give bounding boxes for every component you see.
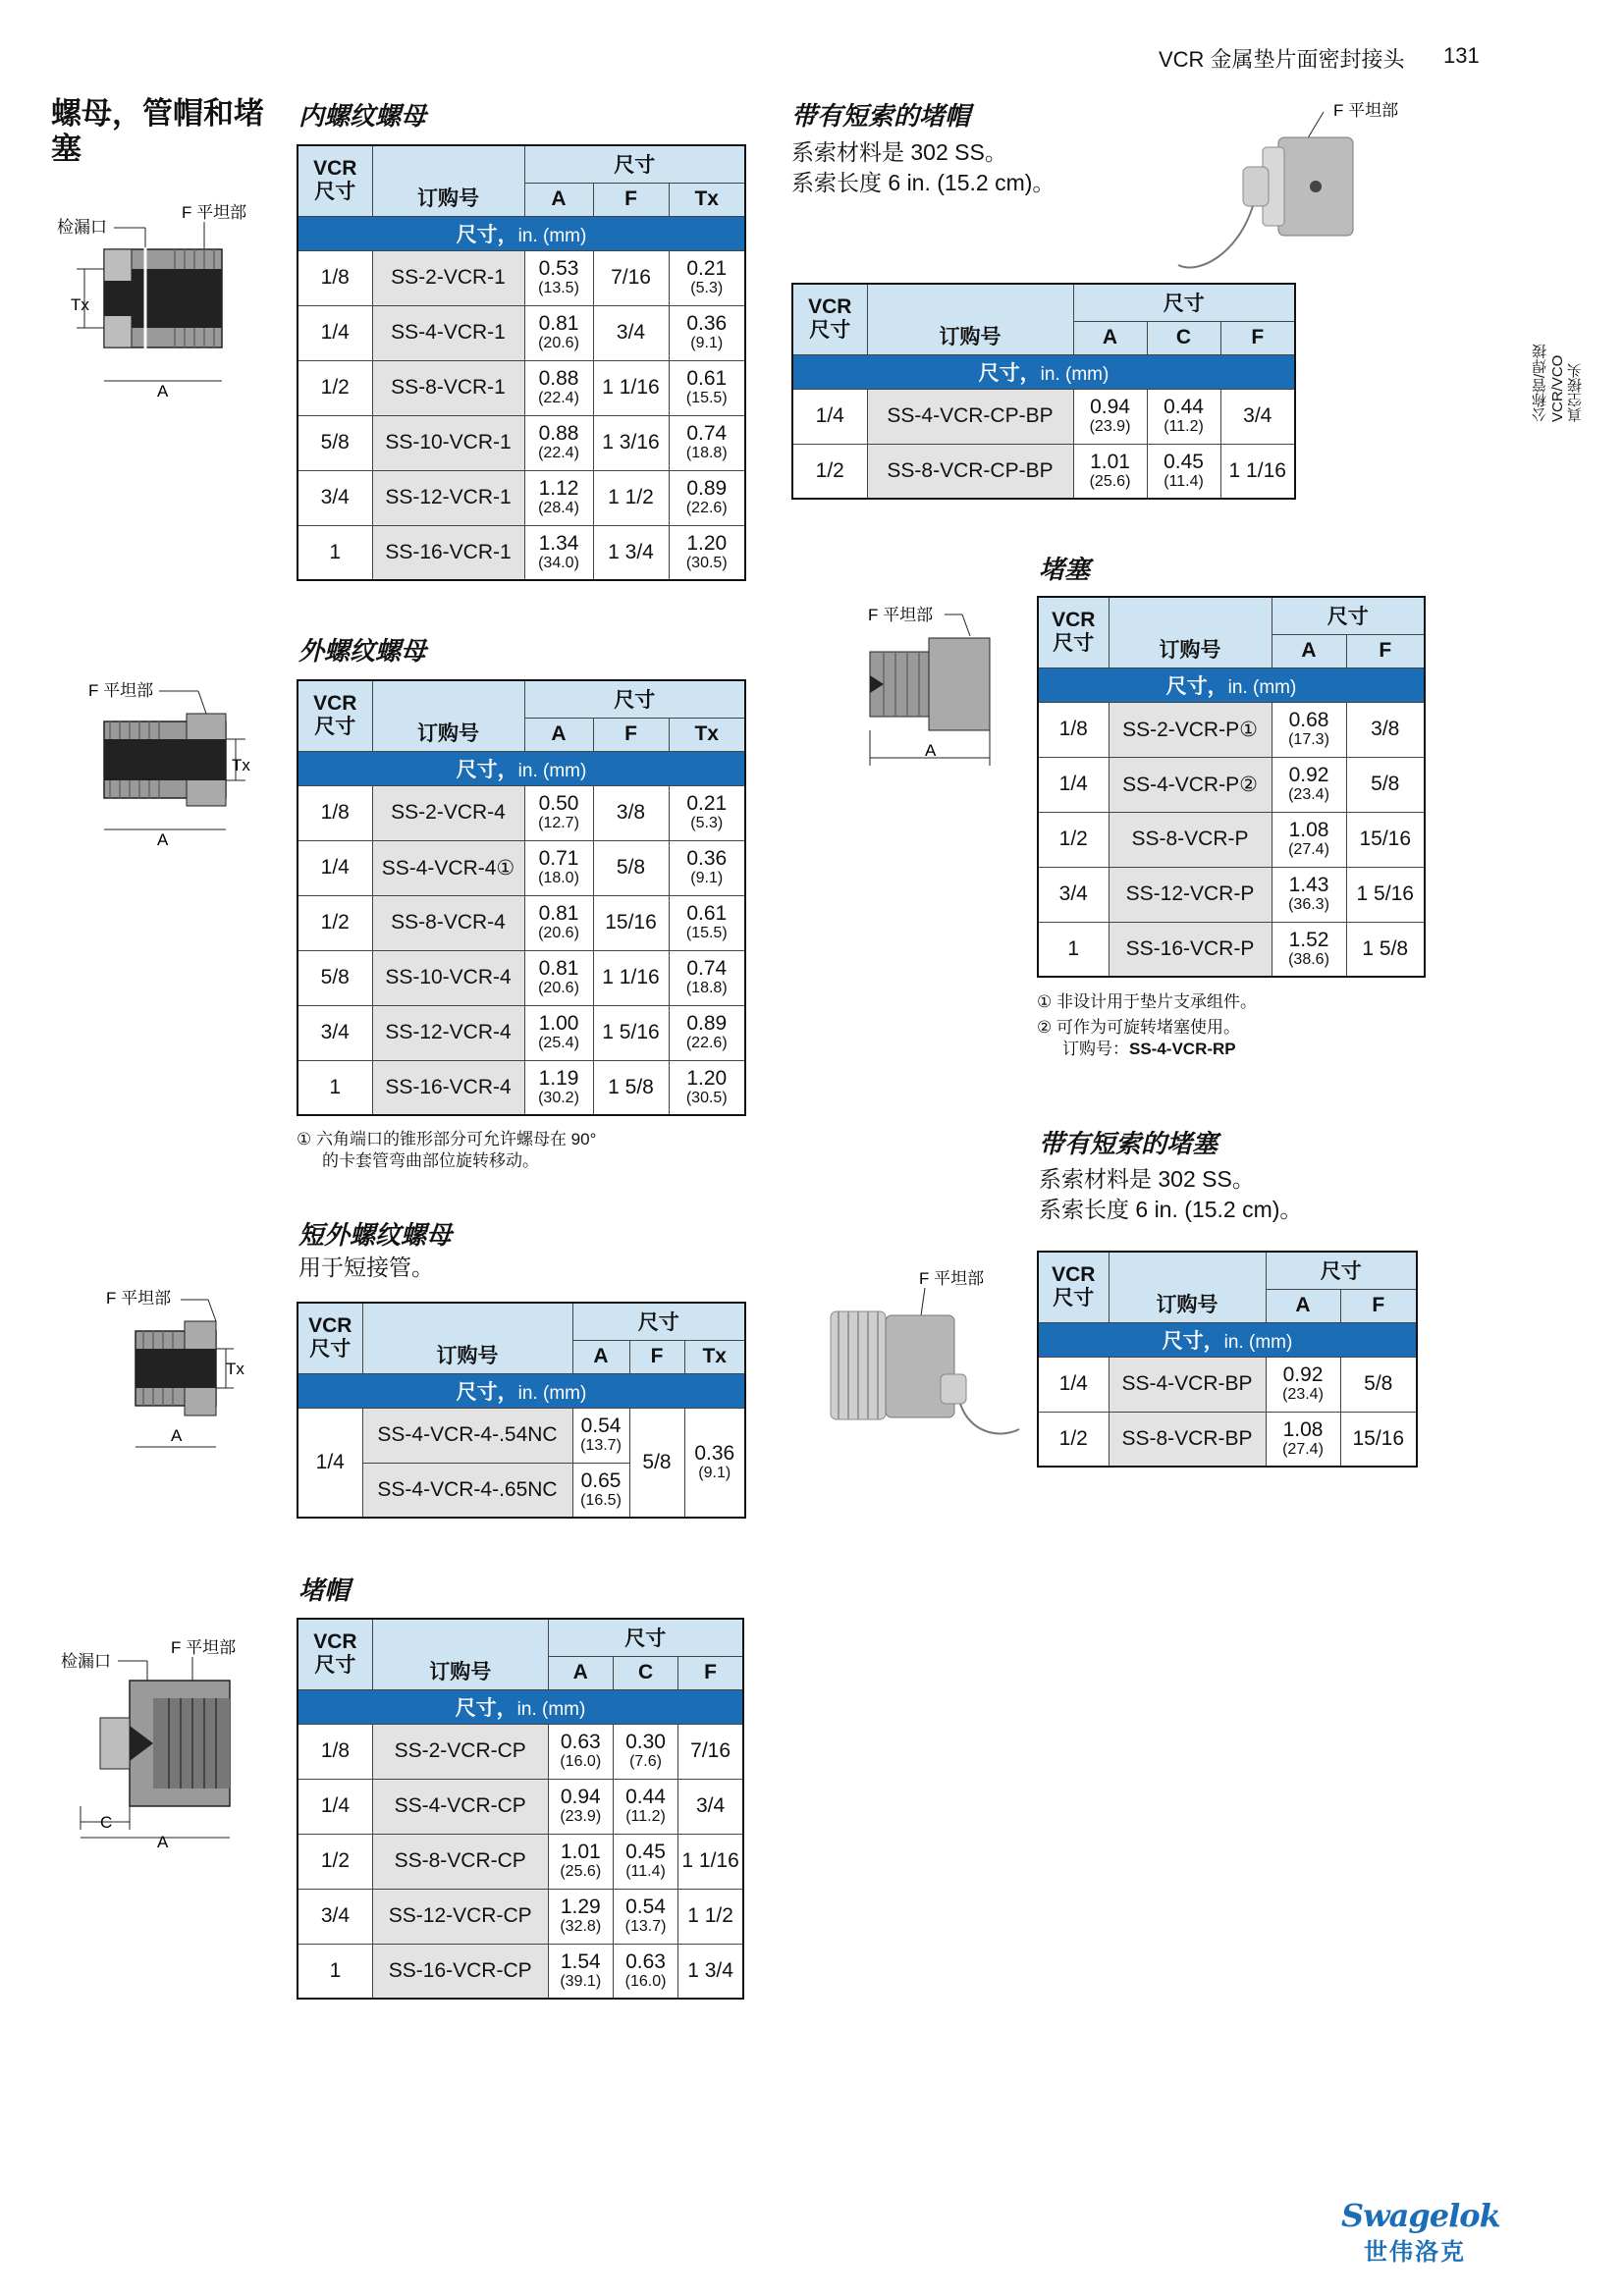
- logo-cn: 世伟洛克: [1364, 2239, 1466, 2266]
- table-row: 1/4 SS-4-VCR-1 0.81 (20.6) 3/4 0.36 (9.1): [298, 305, 745, 360]
- col-vcr-size: VCR 尺寸: [298, 1303, 362, 1373]
- table-row: 1/2 SS-8-VCR-1 0.88 (22.4) 1 1/16 0.61 (15.5): [298, 360, 745, 415]
- male-nut-note-2: 的卡套管弯曲部位旋转移动。: [322, 1151, 539, 1170]
- table-row: 3/4 SS-12-VCR-1 1.12 (28.4) 1 1/2 0.89 (22.6): [298, 470, 745, 525]
- col-order: 订购号: [1109, 597, 1272, 667]
- col-vcr-size: VCR 尺寸: [1038, 597, 1109, 667]
- plug-drawing: [856, 597, 1013, 774]
- table-row: 1/4 SS-4-VCR-CP 0.94 (23.9) 0.44 (11.2) 3/4: [298, 1779, 743, 1834]
- col-dims: 尺寸: [1272, 597, 1425, 634]
- col-f: F: [678, 1656, 743, 1689]
- unit-band: 尺寸，in. (mm): [298, 1689, 743, 1724]
- unit-band: 尺寸，in. (mm): [792, 354, 1295, 389]
- col-dims: 尺寸: [548, 1619, 743, 1656]
- svg-text:Tx: Tx: [226, 1360, 244, 1378]
- col-dims: 尺寸: [1266, 1252, 1417, 1289]
- col-f: F: [1346, 634, 1425, 667]
- svg-text:A: A: [157, 1833, 169, 1851]
- plug-note-1: ① 非设计用于垫片支承组件。: [1037, 992, 1257, 1011]
- short-male-nut-table: [297, 1302, 746, 1519]
- main-title: 螺母，管帽和堵塞: [51, 96, 264, 166]
- plug-bp-title: 带有短索的堵塞: [1039, 1129, 1218, 1158]
- plug-bp-table: [1037, 1251, 1418, 1468]
- col-a: A: [524, 718, 593, 751]
- short-male-nut-drawing: [106, 1284, 263, 1461]
- unit-band: 尺寸，in. (mm): [298, 216, 745, 250]
- plug-title: 堵塞: [1039, 555, 1091, 584]
- table-row: 1 SS-16-VCR-P 1.52 (38.6) 1 5/8: [1038, 922, 1425, 977]
- svg-text:A: A: [925, 741, 937, 760]
- table-row: 1/4 SS-4-VCR-4-.54NC 0.54 (13.7) 5/8 0.36 (9.1): [298, 1408, 745, 1463]
- svg-text:F 平坦部: F 平坦部: [1333, 101, 1399, 120]
- plug-table: [1037, 596, 1426, 978]
- col-a: A: [548, 1656, 613, 1689]
- table-row: 1/2 SS-8-VCR-BP 1.08 (27.4) 15/16: [1038, 1412, 1417, 1467]
- table-row: 5/8 SS-10-VCR-1 0.88 (22.4) 1 3/16 0.74 (18.8): [298, 415, 745, 470]
- col-order: 订购号: [362, 1303, 572, 1373]
- svg-text:F 平坦部: F 平坦部: [106, 1289, 172, 1308]
- col-a: A: [572, 1340, 629, 1373]
- cap-table: [297, 1618, 744, 2000]
- page-number: 131: [1443, 43, 1480, 68]
- male-nut-drawing: [88, 682, 265, 849]
- table-row: 3/4 SS-12-VCR-P 1.43 (36.3) 1 5/16: [1038, 867, 1425, 922]
- svg-text:Tx: Tx: [71, 295, 89, 314]
- table-row: 1/8 SS-2-VCR-P① 0.68 (17.3) 3/8: [1038, 702, 1425, 757]
- col-c: C: [1147, 321, 1220, 354]
- table-row: 1/2 SS-8-VCR-CP-BP 1.01 (25.6) 0.45 (11.4) 1 1/16: [792, 444, 1295, 499]
- female-nut-drawing: [57, 203, 253, 404]
- plug-note-3: 订购号：SS-4-VCR-RP: [1062, 1040, 1236, 1058]
- table-row: 1/8 SS-2-VCR-1 0.53 (13.5) 7/16 0.21 (5.3): [298, 250, 745, 305]
- svg-text:检漏口: 检漏口: [61, 1652, 111, 1671]
- col-order: 订购号: [1109, 1252, 1266, 1322]
- col-f: F: [629, 1340, 684, 1373]
- col-a: A: [1073, 321, 1147, 354]
- logo-brand: Swagelok: [1341, 2197, 1500, 2234]
- col-a: A: [1266, 1289, 1340, 1322]
- unit-band: 尺寸，in. (mm): [298, 1373, 745, 1408]
- col-f: F: [1340, 1289, 1417, 1322]
- col-a: A: [524, 183, 593, 216]
- table-row: 1/8 SS-2-VCR-4 0.50 (12.7) 3/8 0.21 (5.3): [298, 785, 745, 840]
- table-row: 1 SS-16-VCR-4 1.19 (30.2) 1 5/8 1.20 (30.5): [298, 1060, 745, 1115]
- table-row: 1/2 SS-8-VCR-CP 1.01 (25.6) 0.45 (11.4) 1 1/16: [298, 1834, 743, 1889]
- table-row: 1 SS-16-VCR-1 1.34 (34.0) 1 3/4 1.20 (30.5): [298, 525, 745, 580]
- col-order: 订购号: [867, 284, 1073, 354]
- svg-text:F 平坦部: F 平坦部: [182, 203, 247, 222]
- svg-text:A: A: [157, 382, 169, 400]
- svg-text:F 平坦部: F 平坦部: [88, 681, 154, 700]
- col-dims: 尺寸: [524, 145, 745, 183]
- cap-drawing: [61, 1637, 247, 1853]
- svg-text:A: A: [157, 830, 169, 849]
- svg-text:Tx: Tx: [232, 756, 250, 774]
- table-row: 1/4 SS-4-VCR-4① 0.71 (18.0) 5/8 0.36 (9.1): [298, 840, 745, 895]
- cap-bp-title: 带有短索的堵帽: [791, 101, 971, 131]
- cap-with-tether-photo: [1168, 101, 1399, 275]
- table-row: 1/4 SS-4-VCR-P② 0.92 (23.4) 5/8: [1038, 757, 1425, 812]
- col-vcr-size: VCR 尺寸: [298, 1619, 372, 1689]
- col-tx: Tx: [669, 183, 745, 216]
- col-order: 订购号: [372, 680, 524, 751]
- cap-bp-desc-1: 系索材料是 302 SS。: [791, 139, 1007, 165]
- male-nut-table: [297, 679, 746, 1116]
- col-dims: 尺寸: [572, 1303, 745, 1340]
- col-dims: 尺寸: [1073, 284, 1295, 321]
- col-a: A: [1272, 634, 1346, 667]
- col-dims: 尺寸: [524, 680, 745, 718]
- col-f: F: [593, 183, 669, 216]
- svg-text:F 平坦部: F 平坦部: [868, 606, 934, 624]
- svg-text:F 平坦部: F 平坦部: [171, 1638, 237, 1657]
- col-f: F: [593, 718, 669, 751]
- male-nut-title: 外螺纹螺母: [298, 636, 427, 666]
- cap-bp-desc-2: 系索长度 6 in. (15.2 cm)。: [791, 170, 1056, 195]
- col-vcr-size: VCR 尺寸: [298, 680, 372, 751]
- table-row: 1/2 SS-8-VCR-4 0.81 (20.6) 15/16 0.61 (15.5): [298, 895, 745, 950]
- table-row: SS-4-VCR-4-.65NC 0.65 (16.5): [298, 1463, 745, 1518]
- col-tx: Tx: [669, 718, 745, 751]
- cap-bp-table: [791, 283, 1296, 500]
- col-vcr-size: VCR 尺寸: [792, 284, 867, 354]
- col-order: 订购号: [372, 1619, 548, 1689]
- svg-text:F 平坦部: F 平坦部: [919, 1269, 985, 1288]
- svg-text:C: C: [100, 1813, 113, 1832]
- female-nut-table: [297, 144, 746, 581]
- page-header-title: VCR 金属垫片面密封接头: [1159, 47, 1405, 72]
- table-row: 3/4 SS-12-VCR-CP 1.29 (32.8) 0.54 (13.7) 1 1/2: [298, 1889, 743, 1944]
- col-c: C: [613, 1656, 677, 1689]
- table-row: 1 SS-16-VCR-CP 1.54 (39.1) 0.63 (16.0) 1 3/4: [298, 1944, 743, 1999]
- plug-bp-desc-2: 系索长度 6 in. (15.2 cm)。: [1039, 1197, 1303, 1222]
- male-nut-note-1: ① 六角端口的锥形部分可允许螺母在 90°: [297, 1130, 597, 1148]
- table-row: 1/4 SS-4-VCR-CP-BP 0.94 (23.9) 0.44 (11.2) 3/4: [792, 389, 1295, 444]
- unit-band: 尺寸，in. (mm): [1038, 667, 1425, 702]
- short-male-nut-desc: 用于短接管。: [298, 1255, 434, 1280]
- swagelok-logo: [1341, 2197, 1500, 2267]
- svg-text:A: A: [171, 1426, 183, 1445]
- unit-band: 尺寸，in. (mm): [298, 751, 745, 785]
- plug-bp-desc-1: 系索材料是 302 SS。: [1039, 1166, 1255, 1192]
- col-tx: Tx: [684, 1340, 745, 1373]
- table-row: 1/8 SS-2-VCR-CP 0.63 (16.0) 0.30 (7.6) 7/16: [298, 1724, 743, 1779]
- plug-note-2: ② 可作为可旋转堵塞使用。: [1037, 1018, 1240, 1037]
- unit-band: 尺寸，in. (mm): [1038, 1322, 1417, 1357]
- col-f: F: [1220, 321, 1295, 354]
- table-row: 5/8 SS-10-VCR-4 0.81 (20.6) 1 1/16 0.74 (18.8): [298, 950, 745, 1005]
- cap-title: 堵帽: [298, 1575, 351, 1605]
- col-vcr-size: VCR 尺寸: [1038, 1252, 1109, 1322]
- col-vcr-size: VCR 尺寸: [298, 145, 372, 216]
- table-row: 1/2 SS-8-VCR-P 1.08 (27.4) 15/16: [1038, 812, 1425, 867]
- table-row: 3/4 SS-12-VCR-4 1.00 (25.4) 1 5/16 0.89 (22.6): [298, 1005, 745, 1060]
- short-male-nut-title: 短外螺纹螺母: [298, 1220, 453, 1250]
- table-row: 1/4 SS-4-VCR-BP 0.92 (23.4) 5/8: [1038, 1357, 1417, 1412]
- col-order: 订购号: [372, 145, 524, 216]
- plug-with-tether-photo: [823, 1266, 1019, 1463]
- svg-text:检漏口: 检漏口: [57, 218, 107, 237]
- female-nut-title: 内螺纹螺母: [298, 101, 427, 131]
- side-tab: 公称管/焊接 VCR/VCO 真空接头: [1532, 344, 1584, 422]
